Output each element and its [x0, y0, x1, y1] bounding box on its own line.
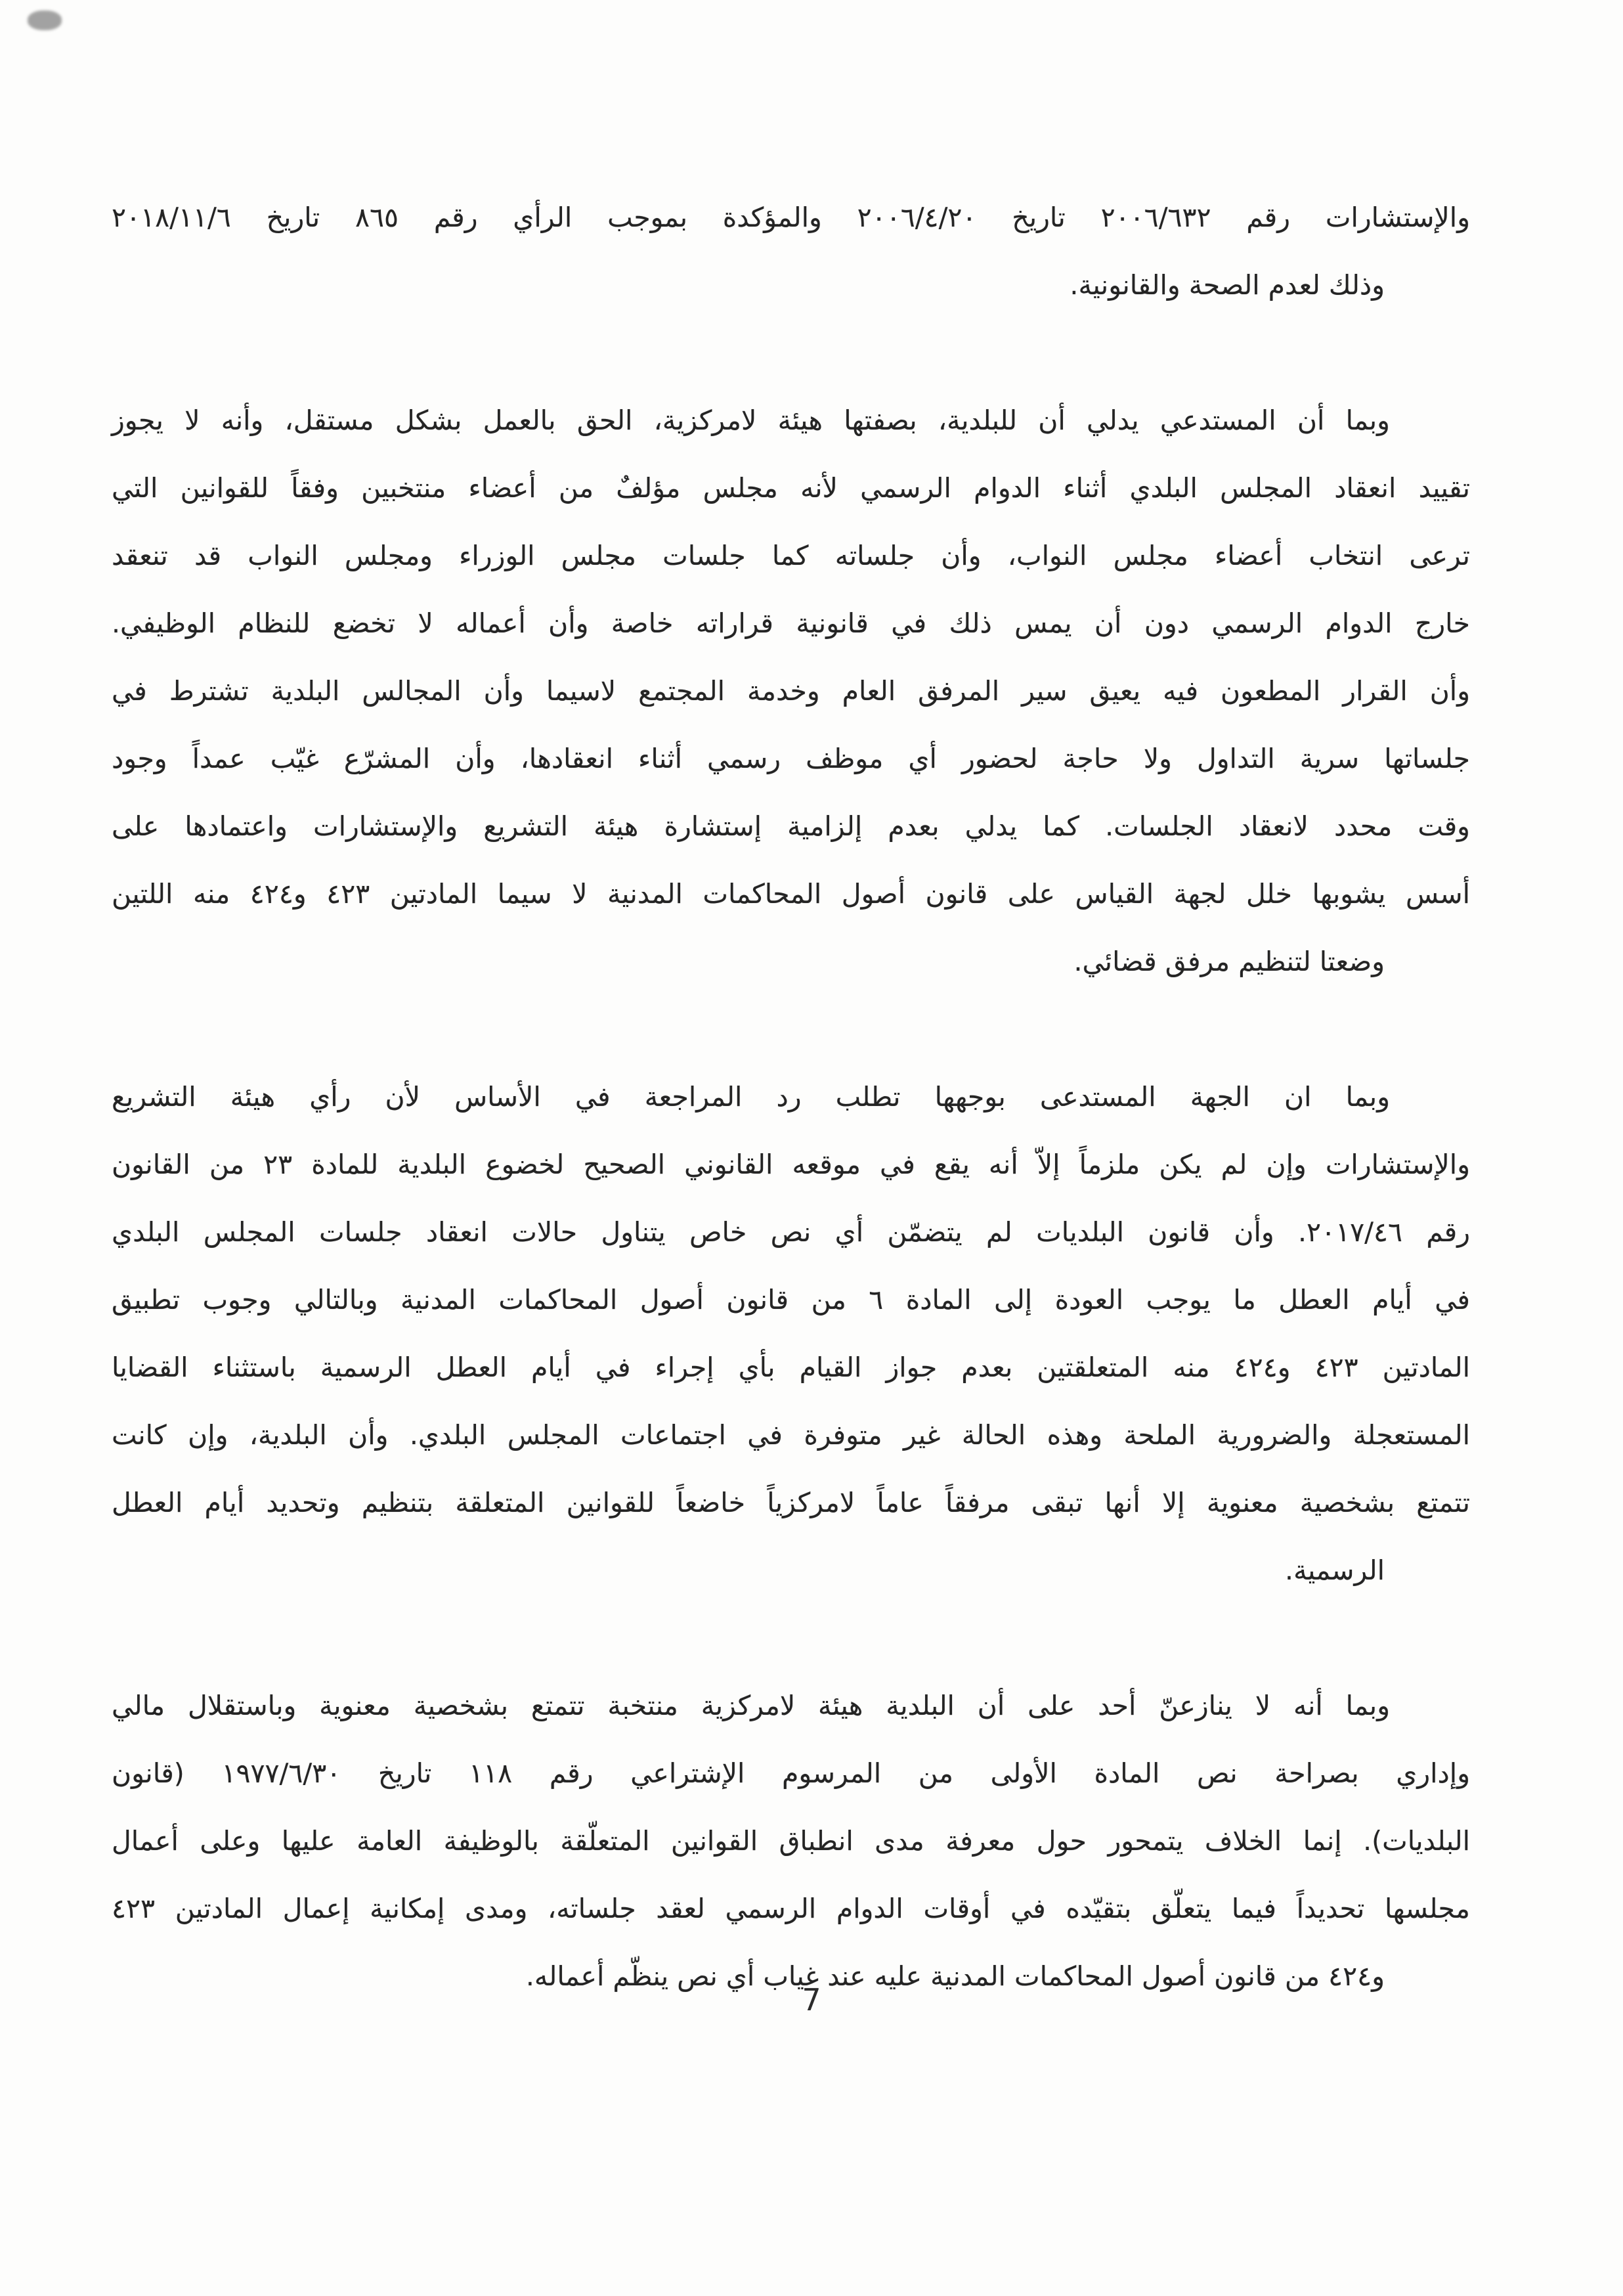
- text-line: وإداري بصراحة نص المادة الأولى من المرسوم الإشتراعي رقم ١١٨ تاريخ ١٩٧٧/٦/٣٠ (قانون: [112, 1757, 1470, 1789]
- text-line: وبما أن المستدعي يدلي أن للبلدية، بصفتها هيئة لامركزية، الحق بالعمل بشكل مستقل، وأنه لا يجوز: [112, 405, 1390, 436]
- text-line: الرسمية.: [1285, 1555, 1385, 1586]
- text-line: تتمتع بشخصية معنوية إلا أنها تبقى مرفقاً عاماً لامركزياً خاضعاً للقوانين المتعلقة بتنظيم وتحديد أيام العطل: [112, 1487, 1470, 1518]
- paragraph-2: [112, 387, 1470, 996]
- text-line: وأن القرار المطعون فيه يعيق سير المرفق العام وخدمة المجتمع لاسيما وأن المجالس البلدية تشترط في: [112, 675, 1470, 707]
- text-line: والإستشارات رقم ٢٠٠٦/٦٣٢ تاريخ ٢٠٠٦/٤/٢٠ والمؤكدة بموجب الرأي رقم ٨٦٥ تاريخ ٢٠١٨/١١/٦: [112, 202, 1471, 233]
- text-line: المستعجلة والضرورية الملحة وهذه الحالة غير متوفرة في اجتماعات المجلس البلدي. وأن البلدية، وإن كانت: [112, 1419, 1470, 1451]
- text-line: في أيام العطل ما يوجب العودة إلى المادة ٦ من قانون أصول المحاكمات المدنية وبالتالي وجوب تطبيق: [112, 1284, 1470, 1315]
- text-line: و٤٢٤ من قانون أصول المحاكمات المدنية عليه عند غياب أي نص ينظّم أعماله.: [525, 1960, 1385, 1992]
- text-line: وضعتا لتنظيم مرفق قضائي.: [1073, 946, 1385, 977]
- legal-text-body: [112, 184, 1470, 2010]
- text-line: وبما أنه لا ينازعنّ أحد على أن البلدية هيئة لامركزية منتخبة تتمتع بشخصية معنوية وباستقلال مالي: [112, 1690, 1390, 1721]
- text-line: المادتين ٤٢٣ و٤٢٤ منه المتعلقتين بعدم جواز القيام بأي إجراء في أيام العطل الرسمية باستثناء القضايا: [112, 1352, 1470, 1383]
- text-line: مجلسها تحديداً فيما يتعلّق بتقيّده في أوقات الدوام الرسمي لعقد جلساته، ومدى إمكانية إعمال المادتين ٤٢٣: [112, 1893, 1470, 1924]
- text-line: وقت محدد لانعقاد الجلسات. كما يدلي بعدم إلزامية إستشارة هيئة التشريع والإستشارات واعتمادها على: [112, 810, 1470, 842]
- paragraph-1: [112, 184, 1470, 319]
- paragraph-4: [112, 1672, 1470, 2010]
- paragraph-3: [112, 1063, 1470, 1604]
- text-line: أسس يشوبها خلل لجهة القياس على قانون أصول المحاكمات المدنية لا سيما المادتين ٤٢٣ و٤٢٤ منه اللتين: [112, 878, 1470, 910]
- text-line: رقم ٢٠١٧/٤٦. وأن قانون البلديات لم يتضمّن أي نص خاص يتناول حالات انعقاد جلسات المجلس البلدي: [112, 1216, 1471, 1248]
- text-line: البلديات). إنما الخلاف يتمحور حول معرفة مدى انطباق القوانين المتعلّقة بالوظيفة العامة عليها وعلى أعمال: [112, 1825, 1470, 1857]
- text-line: ترعى انتخاب أعضاء مجلس النواب، وأن جلساته كما جلسات مجلس الوزراء ومجلس النواب قد تنعقد: [112, 540, 1470, 571]
- text-line: جلساتها سرية التداول ولا حاجة لحضور أي موظف رسمي أثناء انعقادها، وأن المشرّع غيّب عمداً وجود: [112, 743, 1470, 774]
- text-line: والإستشارات وإن لم يكن ملزماً إلاّ أنه يقع في موقعه القانوني الصحيح لخضوع البلدية للمادة ٢٣ من القانون: [112, 1149, 1470, 1180]
- text-line: خارج الدوام الرسمي دون أن يمس ذلك في قانونية قراراته خاصة وأن أعماله لا تخضع للنظام الوظيفي.: [112, 607, 1470, 639]
- page-number: 7: [802, 1982, 821, 2018]
- text-line: تقييد انعقاد المجلس البلدي أثناء الدوام الرسمي لأنه مجلس مؤلفٌ من أعضاء منتخبين وفقاً للقوانين التي: [112, 472, 1470, 504]
- text-line: وبما ان الجهة المستدعى بوجهها تطلب رد المراجعة في الأساس لأن رأي هيئة التشريع: [112, 1081, 1390, 1113]
- text-line: وذلك لعدم الصحة والقانونية.: [1070, 269, 1385, 301]
- scan-smudge-artifact: [28, 11, 62, 30]
